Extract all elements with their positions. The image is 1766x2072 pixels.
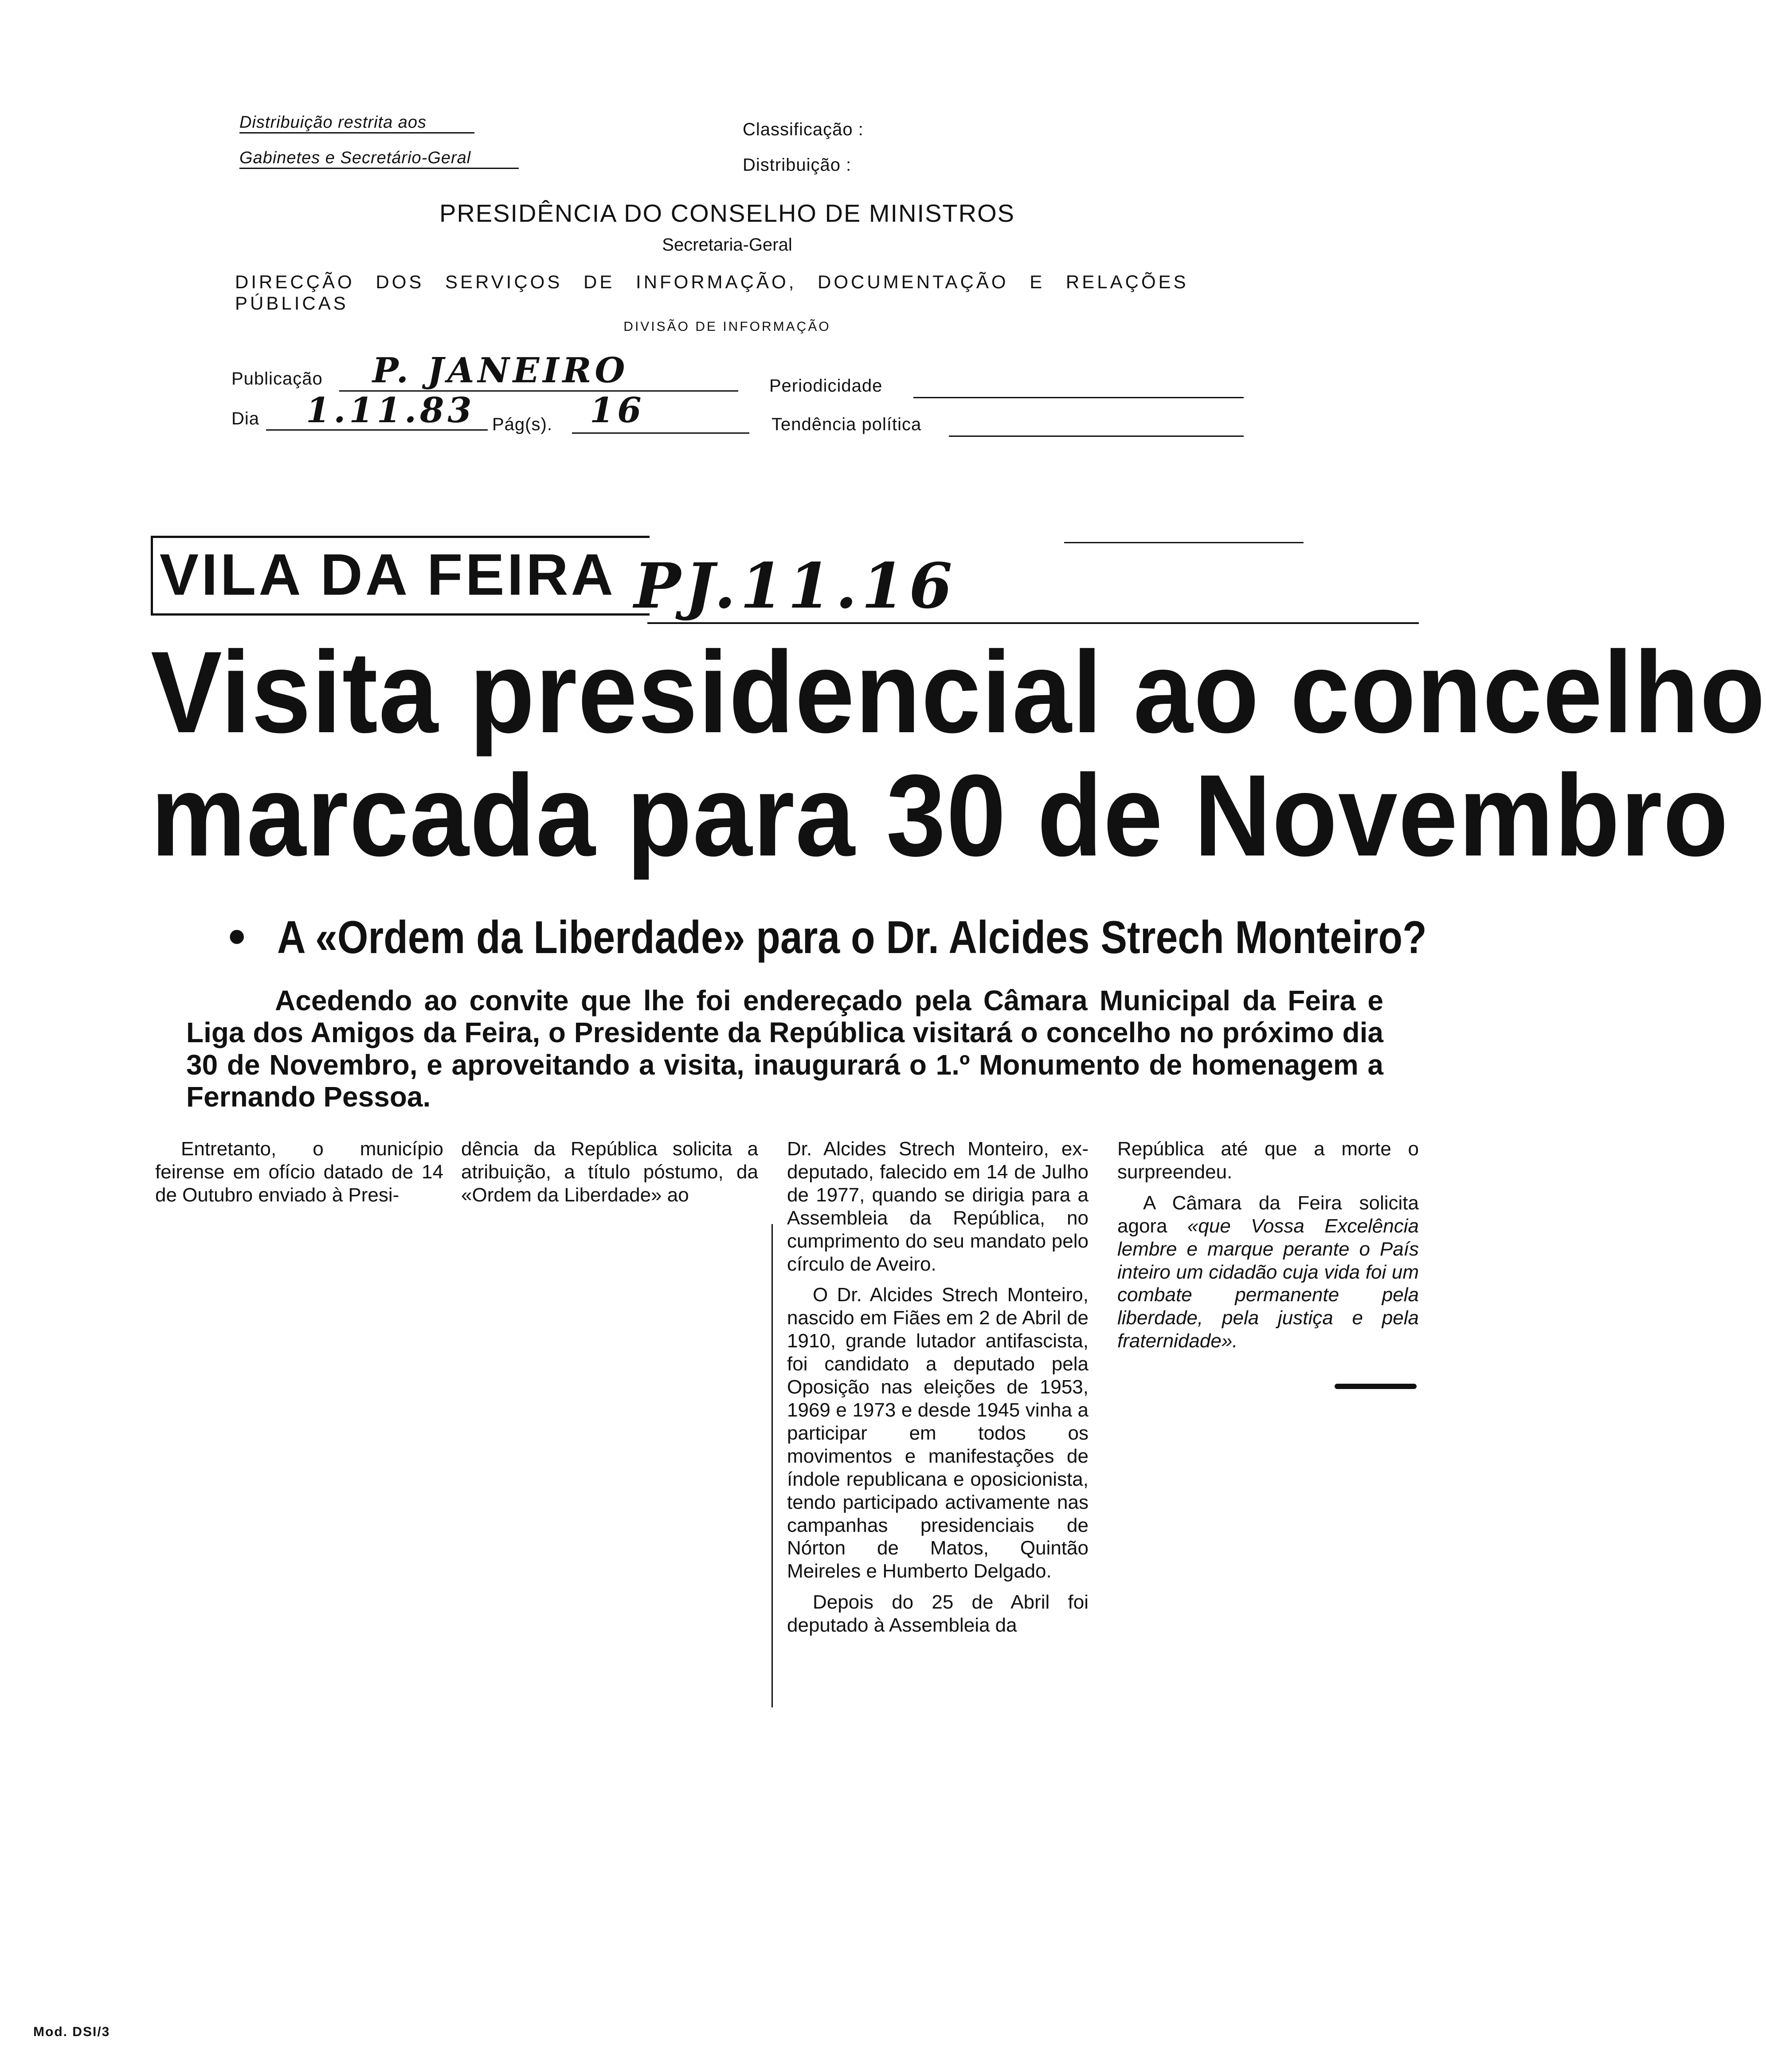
column-2 (461, 1138, 758, 1215)
column-3-paragraph-1: Dr. Alcides Strech Monteiro, ex-deputado, falecido em 14 de Julho de 1977, quando se dirigia para a Assembleia da República, no cumprimento do seu mandato pelo círculo de Aveiro. (787, 1138, 1089, 1275)
subheadline: A «Ordem da Liberdade» para o Dr. Alcides Strech Monteiro? (277, 912, 1427, 963)
headline-line-2: marcada para 30 de Novembro (151, 750, 1729, 880)
tendency-label: Tendência política (771, 415, 922, 434)
column-4 (1117, 1138, 1419, 1361)
day-label: Dia (231, 409, 260, 428)
institution-title: PRESIDÊNCIA DO CONSELHO DE MINISTROS (439, 199, 1015, 227)
column-4-quote: «que Vossa Excelência lembre e marque perante o País inteiro um cidadão cuja vida foi um combate permanente pela liberdade, pela justiça e pela fraternidade». (1117, 1215, 1419, 1352)
end-mark (1335, 1384, 1417, 1389)
distribution-label: Distribuição : (743, 155, 852, 175)
division: DIVISÃO DE INFORMAÇÃO (623, 319, 831, 334)
column-separator (771, 1224, 773, 1707)
column-2-paragraph-1: dência da República solicita a atribuição, a título póstumo, da «Ordem da Liberdade» ao (461, 1138, 758, 1206)
pages-label: Pág(s). (492, 415, 552, 434)
classification-label: Classificação : (743, 120, 864, 139)
publication-handwritten: P. JANEIRO (372, 350, 629, 391)
column-1 (155, 1138, 443, 1215)
pages-handwritten: 16 (590, 390, 645, 431)
column-1-paragraph-1: Entretanto, o município feirense em ofício datado de 14 de Outubro enviado à Presi- (155, 1138, 443, 1206)
section-rule-top (1064, 542, 1304, 543)
lead-paragraph: Acedendo ao convite que lhe foi endereçado pela Câmara Municipal da Feira e Liga dos Amigos da Feira, o Presidente da República visitará o concelho no próximo dia 30 de Novembro, e aproveitando a visita, inaugurará o 1.º Monumento de homenagem a Fernando Pessoa. (186, 985, 1383, 1113)
periodicity-label: Periodicidade (769, 376, 883, 396)
column-4-paragraph-2-lead: A Câmara da Feira solicita agora (1117, 1192, 1419, 1237)
column-4-paragraph-2 (1117, 1192, 1419, 1353)
form-code: Mod. DSI/3 (33, 2025, 110, 2039)
secretariat: Secretaria-Geral (662, 235, 792, 255)
section-label: VILA DA FEIRA (160, 542, 616, 607)
headline-line-1: Visita presidencial ao concelho (151, 627, 1766, 757)
column-4-paragraph-1: República até que a morte o surpreendeu. (1117, 1138, 1419, 1183)
column-3-paragraph-3: Depois do 25 de Abril foi deputado à Assembleia da (787, 1591, 1089, 1636)
department: DIRECÇÃO DOS SERVIÇOS DE INFORMAÇÃO, DOCUMENTAÇÃO E RELAÇÕES PÚBLICAS (235, 271, 1189, 314)
publication-label: Publicação (231, 369, 323, 388)
distribution-line-1: Distribuição restrita aos (239, 113, 474, 133)
bullet: • (228, 909, 246, 964)
column-3 (787, 1138, 1089, 1645)
periodicity-line (913, 397, 1244, 398)
pages-line (572, 432, 749, 434)
tendency-line (949, 436, 1244, 437)
distribution-line-2: Gabinetes e Secretário-Geral (239, 149, 519, 169)
handwritten-reference: PJ.11.16 (634, 550, 957, 623)
column-3-paragraph-2: O Dr. Alcides Strech Monteiro, nascido em Fiães em 2 de Abril de 1910, grande lutador antifascista, foi candidato a deputado pela Oposição nas eleições de 1953, 1969 e 1973 e desde 1945 vinha a participar em todos os movimentos e manifestações de índole republicana e oposicionista, tendo participado activamente nas campanhas presidenciais de Nórton de Matos, Quintão Meireles e Humberto Delgado. (787, 1284, 1089, 1582)
day-handwritten: 1.11.83 (306, 390, 475, 431)
